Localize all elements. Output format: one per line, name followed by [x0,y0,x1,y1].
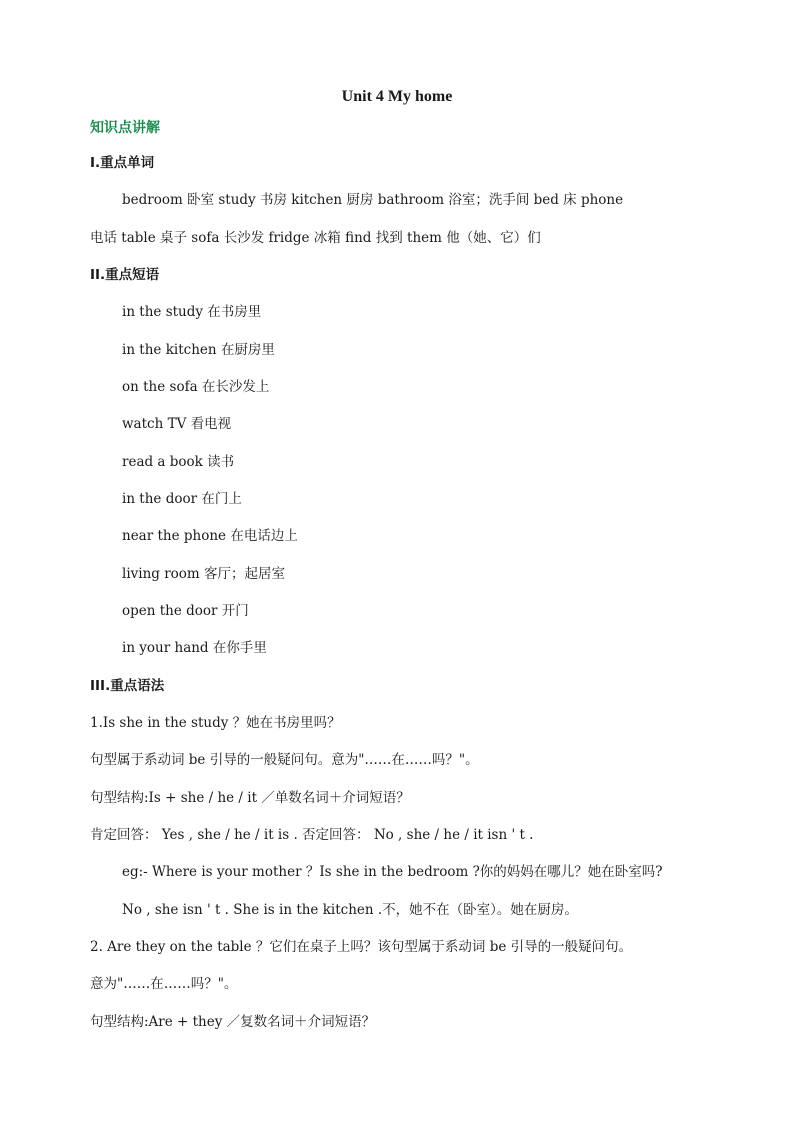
document-title: Unit 4 My home [341,88,453,105]
grammar-1-example-2: No , she isn ' t . She is in the kitchen .不，她不在（卧室）。她在厨房。 [122,902,578,918]
words-heading: I.重点单词 [90,155,155,171]
phrase-item: in your hand 在你手里 [122,640,267,656]
grammar-1-answers: 肯定回答： Yes , she / he / it is . 否定回答： No , she / he / it isn ' t . [90,827,534,843]
grammar-1-description: 句型属于系动词 be 引导的一般疑问句。意为"……在……吗？"。 [90,752,479,768]
section-label: 知识点讲解 [90,120,160,136]
grammar-2-meaning: 意为"……在……吗？"。 [90,976,238,992]
grammar-1-structure: 句型结构:Is + she / he / it ／单数名词＋介词短语？ [90,790,410,806]
grammar-2-question: 2. Are they on the table ？它们在桌子上吗？该句型属于系动词 be 引导的一般疑问句。 [90,939,633,955]
phrase-item: in the door 在门上 [122,491,242,507]
phrase-item: near the phone 在电话边上 [122,528,298,544]
phrase-item: watch TV 看电视 [122,416,232,432]
phrase-item: in the kitchen 在厨房里 [122,342,275,358]
phrase-item: read a book 读书 [122,454,235,470]
words-line-2: 电话 table 桌子 sofa 长沙发 fridge 冰箱 find 找到 them 他（她、它）们 [90,230,541,246]
grammar-1-example-1: eg:- Where is your mother ？Is she in the bedroom ?你的妈妈在哪儿？她在卧室吗? [122,864,663,880]
words-line-1: bedroom 卧室 study 书房 kitchen 厨房 bathroom 浴室；洗手间 bed 床 phone [122,192,624,208]
grammar-2-structure: 句型结构:Are + they ／复数名词＋介词短语？ [90,1014,376,1030]
phrase-item: open the door 开门 [122,603,249,619]
phrase-item: living room 客厅；起居室 [122,566,286,582]
phrase-item: in the study 在书房里 [122,304,262,320]
phrase-item: on the sofa 在长沙发上 [122,379,270,395]
phrases-heading: II.重点短语 [90,267,160,283]
grammar-1-question: 1.Is she in the study ？她在书房里吗？ [90,715,341,731]
grammar-heading: III.重点语法 [90,678,165,694]
